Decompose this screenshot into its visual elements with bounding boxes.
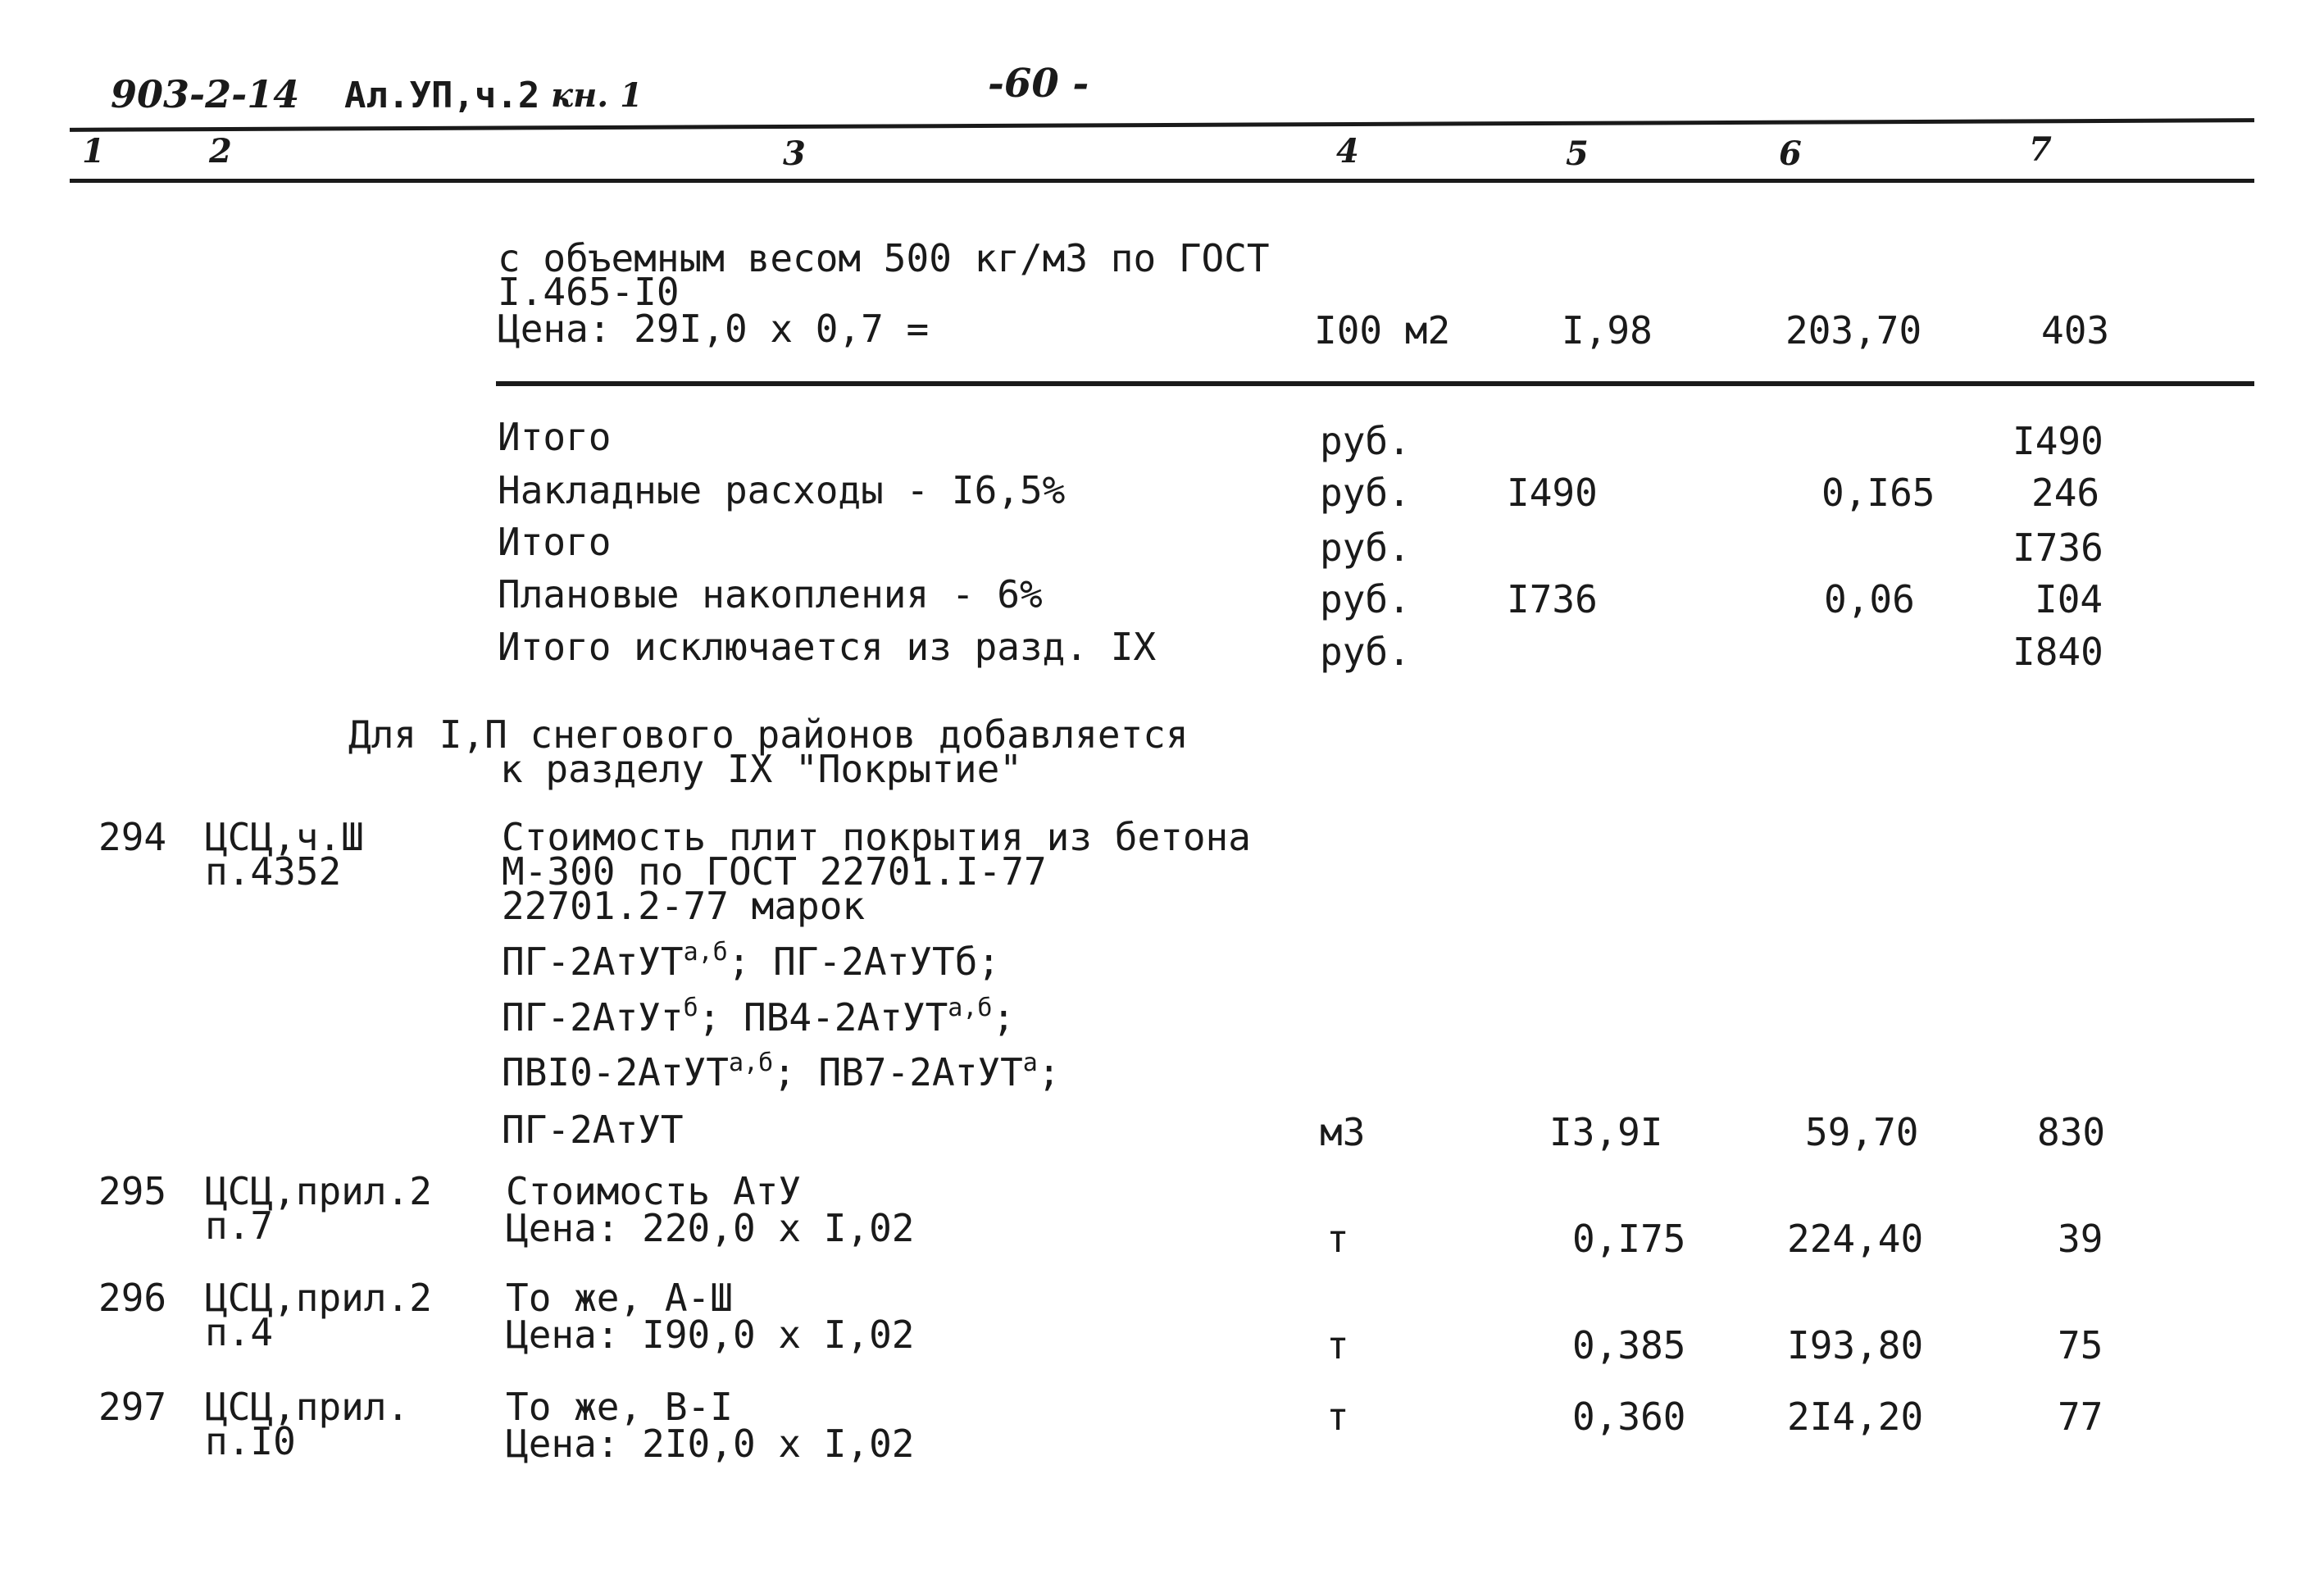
row-desc-marks xyxy=(502,1049,1061,1094)
summary-unit: руб. xyxy=(1320,577,1411,621)
row-desc-line: Стоимость АтУ xyxy=(506,1169,802,1213)
mark-superscript: а,б xyxy=(728,1049,774,1077)
column-number-5: 5 xyxy=(1566,134,1589,173)
mark-text: ; ПВ7-2АтУТ xyxy=(773,1050,1023,1094)
row-desc-line: М-300 по ГОСТ 22701.I-77 xyxy=(502,849,1047,894)
summary-total: I736 xyxy=(2012,526,2103,570)
row-number: 297 xyxy=(98,1385,167,1429)
row-desc-marks xyxy=(502,938,1001,984)
summary-label: Плановые накопления - 6% xyxy=(498,572,1043,617)
row-desc-marks xyxy=(502,994,1016,1040)
section-note-line1: Для I,П снегового районов добавляется xyxy=(348,712,1189,757)
column-number-2: 2 xyxy=(209,132,232,171)
mark-superscript: б xyxy=(683,994,698,1022)
summary-unit: руб. xyxy=(1320,526,1411,570)
summary-rule xyxy=(496,381,2254,386)
summary-rate: 0,I65 xyxy=(1821,471,1935,515)
row-desc-line: 22701.2-77 марок xyxy=(502,884,866,928)
row-price: I93,80 xyxy=(1787,1323,1924,1367)
top-qty: I,98 xyxy=(1562,308,1653,353)
row-reference: ЦСЦ,ч.Ш xyxy=(205,815,364,859)
row-unit: т xyxy=(1326,1217,1349,1261)
mark-superscript: а,б xyxy=(948,994,993,1022)
top-total: 403 xyxy=(2041,308,2110,353)
row-qty: 0,360 xyxy=(1572,1395,1686,1439)
header-rule-top xyxy=(70,118,2254,132)
row-unit: т xyxy=(1326,1395,1349,1439)
doc-number: 903-2-14 xyxy=(111,72,300,116)
summary-unit: руб. xyxy=(1320,471,1411,515)
row-desc-line: Стоимость плит покрытия из бетона xyxy=(502,815,1251,859)
summary-total: I840 xyxy=(2012,630,2103,674)
row-qty: 0,385 xyxy=(1572,1323,1686,1367)
mark-text: ; xyxy=(992,995,1016,1040)
row-reference-item: п.I0 xyxy=(205,1419,296,1463)
row-total: 77 xyxy=(2058,1395,2103,1439)
summary-label: Итого xyxy=(498,520,612,564)
mark-text: ; ПГ-2АтУТб; xyxy=(727,940,1001,984)
row-reference: ЦСЦ,прил.2 xyxy=(205,1276,432,1320)
summary-unit: руб. xyxy=(1320,630,1411,674)
row-desc-line: ПГ-2АтУТ xyxy=(502,1108,684,1152)
row-desc-price: Цена: 220,0 х I,02 xyxy=(506,1206,915,1250)
row-total: 830 xyxy=(2037,1110,2106,1154)
mark-superscript: а xyxy=(1022,1049,1038,1077)
row-reference: ЦСЦ,прил. xyxy=(205,1385,410,1429)
row-number: 294 xyxy=(98,815,167,859)
row-number: 295 xyxy=(98,1169,167,1213)
mark-text: ПГ-2АтУТ xyxy=(502,940,684,984)
mark-text: ПВI0-2АтУТ xyxy=(502,1050,729,1094)
page-number: -60 - xyxy=(988,61,1089,107)
summary-total: I04 xyxy=(2035,577,2103,621)
row-unit: м3 xyxy=(1320,1110,1366,1154)
top-unit: I00 м2 xyxy=(1314,308,1451,353)
summary-label: Накладные расходы - I6,5% xyxy=(498,468,1066,512)
section-note-line2: к разделу IX "Покрытие" xyxy=(500,747,1022,791)
summary-label: Итого исключается из разд. IX xyxy=(498,625,1157,669)
row-desc-line: То же, В-I xyxy=(506,1385,733,1429)
row-number: 296 xyxy=(98,1276,167,1320)
summary-base: I736 xyxy=(1507,577,1598,621)
summary-unit: руб. xyxy=(1320,419,1411,463)
mark-text: ; xyxy=(1037,1050,1061,1094)
row-reference-item: п.7 xyxy=(205,1204,274,1248)
row-price: 59,70 xyxy=(1805,1110,1919,1154)
row-qty: 0,I75 xyxy=(1572,1217,1686,1261)
row-qty: I3,9I xyxy=(1549,1110,1663,1154)
column-number-6: 6 xyxy=(1779,134,1802,173)
top-desc-line2: I.465-I0 xyxy=(498,270,680,314)
row-desc-price: Цена: 2I0,0 х I,02 xyxy=(506,1422,915,1466)
row-total: 75 xyxy=(2058,1323,2103,1367)
top-desc-line1: с объемным весом 500 кг/м3 по ГОСТ xyxy=(498,236,1270,280)
column-number-4: 4 xyxy=(1336,132,1359,171)
column-number-1: 1 xyxy=(82,132,105,171)
row-price: 224,40 xyxy=(1787,1217,1924,1261)
row-reference-item: п.4 xyxy=(205,1310,274,1354)
column-number-7: 7 xyxy=(2029,130,2052,169)
summary-base: I490 xyxy=(1507,471,1598,515)
mark-superscript: а,б xyxy=(683,938,728,967)
mark-text: ; ПВ4-2АтУТ xyxy=(698,995,948,1040)
column-number-3: 3 xyxy=(783,134,806,173)
row-price: 2I4,20 xyxy=(1787,1395,1924,1439)
summary-total: 246 xyxy=(2031,471,2100,515)
top-price: 203,70 xyxy=(1785,308,1922,353)
mark-text: ПГ-2АтУт xyxy=(502,995,684,1040)
row-reference: ЦСЦ,прил.2 xyxy=(205,1169,432,1213)
row-desc-price: Цена: I90,0 х I,02 xyxy=(506,1313,915,1357)
summary-total: I490 xyxy=(2012,419,2103,463)
row-reference-item: п.4352 xyxy=(205,849,342,894)
row-unit: т xyxy=(1326,1323,1349,1367)
row-desc-line: То же, А-Ш xyxy=(506,1276,733,1320)
top-desc-price: Цена: 29I,0 х 0,7 = xyxy=(498,307,930,351)
summary-rate: 0,06 xyxy=(1824,577,1915,621)
row-total: 39 xyxy=(2058,1217,2103,1261)
book-number: кн. 1 xyxy=(551,76,643,115)
header-rule-bottom xyxy=(70,179,2254,183)
doc-volume: Ал.УП,ч.2 xyxy=(344,75,540,116)
summary-label: Итого xyxy=(498,415,612,459)
